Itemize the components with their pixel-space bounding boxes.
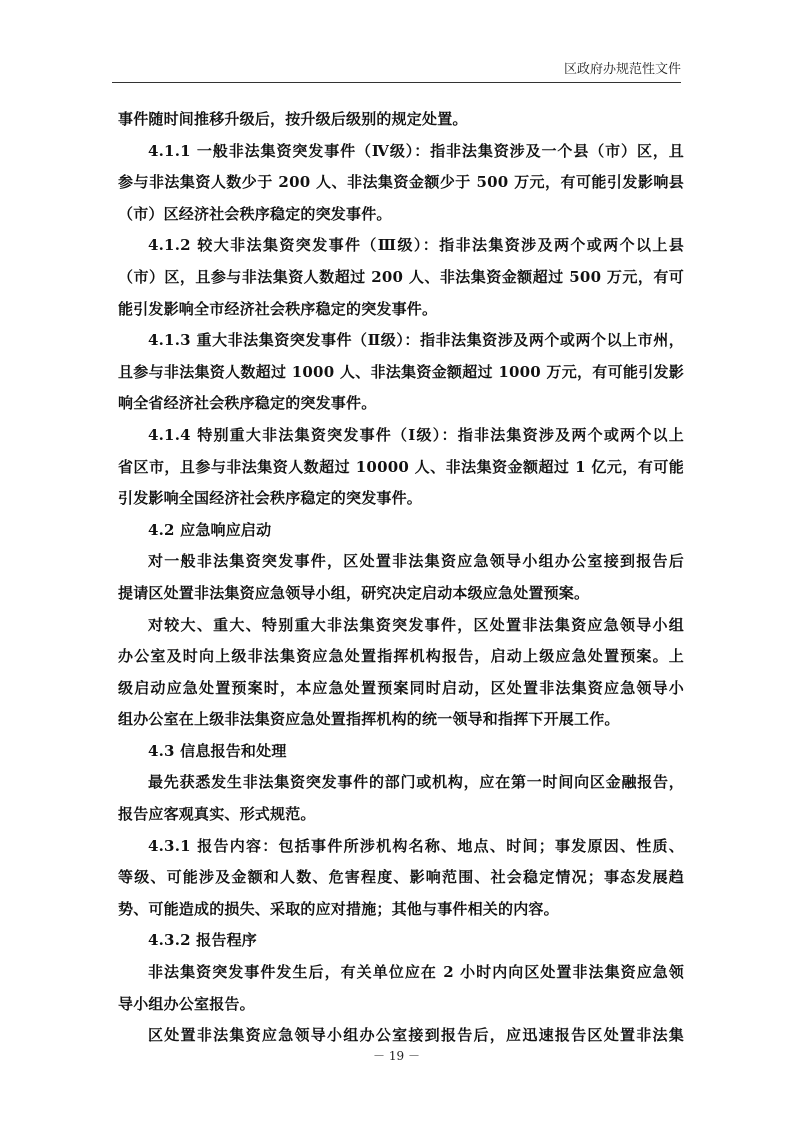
- text-line: 4.1.3 重大非法集资突发事件（Ⅱ级）：指非法集资涉及两个或两个以上市州，: [148, 331, 684, 350]
- text-line: 对较大、重大、特别重大非法集资突发事件，区处置非法集资应急领导小组: [148, 615, 684, 634]
- text-line: 区处置非法集资应急领导小组办公室接到报告后，应迅速报告区处置非法集: [148, 1026, 684, 1045]
- text-line: 级启动应急处置预案时，本应急处置预案同时启动，区处置非法集资应急领导小: [118, 678, 684, 697]
- text-line: 4.3 信息报告和处理: [148, 741, 287, 760]
- text-line: 4.1.2 较大非法集资突发事件（Ⅲ级）：指非法集资涉及两个或两个以上县: [148, 236, 684, 255]
- text-line: 对一般非法集资突发事件，区处置非法集资应急领导小组办公室接到报告后: [148, 552, 684, 571]
- text-line: 4.1.1 一般非法集资突发事件（Ⅳ级）：指非法集资涉及一个县（市）区，且: [148, 141, 684, 160]
- text-line: 非法集资突发事件发生后，有关单位应在 2 小时内向区处置非法集资应急领: [148, 963, 684, 982]
- text-line: 组办公室在上级非法集资应急处置指挥机构的统一领导和指挥下开展工作。: [118, 710, 620, 729]
- text-line: 省区市，且参与非法集资人数超过 10000 人、非法集资金额超过 1 亿元，有可能: [118, 457, 684, 476]
- text-line: 办公室及时向上级非法集资应急处置指挥机构报告，启动上级应急处置预案。上: [118, 647, 684, 666]
- text-line: 最先获悉发生非法集资突发事件的部门或机构，应在第一时间向区金融报告，: [148, 773, 684, 792]
- text-line: 势、可能造成的损失、采取的应对措施；其他与事件相关的内容。: [118, 899, 559, 918]
- page-number: － 19 －: [373, 1049, 420, 1063]
- text-line: 提请区处置非法集资应急领导小组，研究决定启动本级应急处置预案。: [118, 583, 590, 602]
- text-line: 且参与非法集资人数超过 1000 人、非法集资金额超过 1000 万元，有可能引发影: [118, 362, 684, 381]
- text-line: 报告应客观真实、形式规范。: [118, 805, 316, 824]
- text-line: 4.1.4 特别重大非法集资突发事件（Ⅰ级）：指非法集资涉及两个或两个以上: [148, 425, 684, 444]
- text-line: 事件随时间推移升级后，按升级后级别的规定处置。: [118, 110, 468, 128]
- text-line: 响全省经济社会秩序稳定的突发事件。: [118, 394, 377, 413]
- text-line: （市）区经济社会秩序稳定的突发事件。: [118, 204, 392, 223]
- text-line: 能引发影响全市经济社会秩序稳定的突发事件。: [118, 299, 438, 318]
- text-line: 等级、可能涉及金额和人数、危害程度、影响范围、社会稳定情况；事态发展趋: [118, 868, 684, 887]
- document-body: [118, 104, 684, 1052]
- text-line: 4.3.1 报告内容：包括事件所涉机构名称、地点、时间；事发原因、性质、: [148, 836, 684, 855]
- text-line: （市）区，且参与非法集资人数超过 200 人、非法集资金额超过 500 万元，有可: [118, 267, 684, 286]
- text-line: 引发影响全国经济社会秩序稳定的突发事件。: [118, 489, 423, 508]
- page-header-title: 区政府办规范性文件: [563, 62, 681, 77]
- text-line: 参与非法集资人数少于 200 人、非法集资金额少于 500 万元，有可能引发影响县: [118, 173, 684, 192]
- text-line: 4.3.2 报告程序: [148, 931, 257, 950]
- text-line: 4.2 应急响应启动: [148, 520, 272, 539]
- text-line: 导小组办公室报告。: [118, 994, 255, 1013]
- header-divider: [112, 82, 681, 83]
